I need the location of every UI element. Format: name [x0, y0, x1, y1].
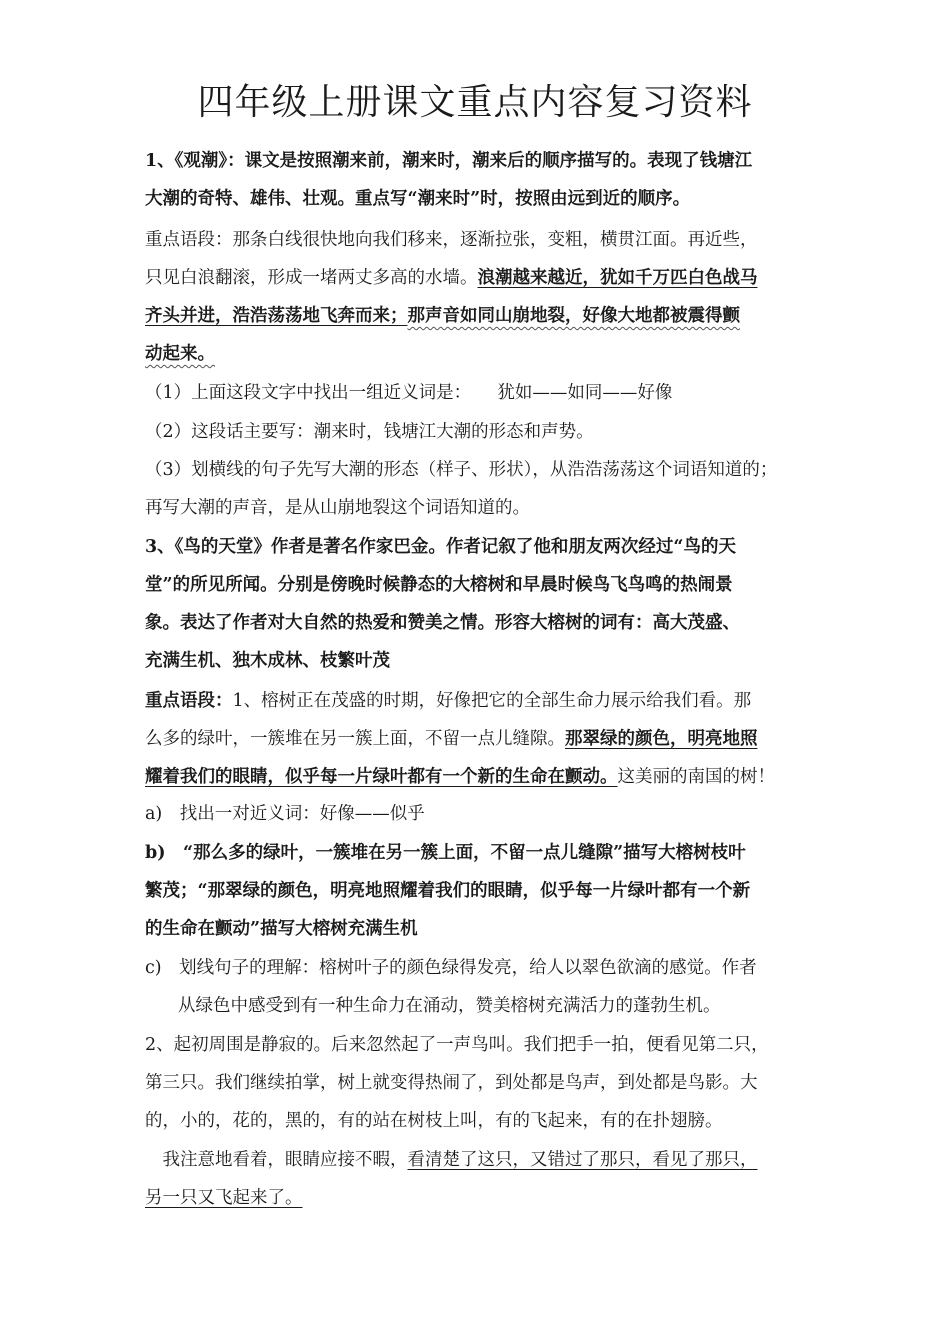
- guanchao-underlined-sentence: 齐头并进，浩浩荡荡地飞奔而来；: [145, 306, 408, 326]
- niao-answer-a: a) 找出一对近义词：好像——似乎: [145, 804, 425, 824]
- guanchao-question-1: （1）上面这段文字中找出一组近义词是： 犹如——如同——好像: [145, 383, 673, 403]
- niao-passage3-text: 我注意地看着，眼睛应接不暇，: [145, 1150, 408, 1170]
- niao-passage1-text: 1、榕树正在茂盛的时期，好像把它的全部生命力展示给我们看。那: [232, 691, 752, 711]
- guanchao-wavy-sentence: 那声音如同山崩地裂，好像大地都被震得颤: [407, 306, 740, 326]
- niao-passage1-text: 么多的绿叶，一簇堆在另一簇上面，不留一点儿缝隙。: [145, 729, 565, 749]
- niao-intro-line-3: 象。表达了作者对大自然的热爱和赞美之情。形容大榕树的词有：高大茂盛、: [145, 613, 740, 633]
- guanchao-question-3-line-1: （3）划横线的句子先写大潮的形态（样子、形状），从浩浩荡荡这个词语知道的；: [145, 460, 778, 480]
- niao-passage3-line-1: [145, 1147, 758, 1173]
- guanchao-passage-line-2: [145, 265, 758, 291]
- niao-passage1-text: 这美丽的南国的树！: [617, 767, 775, 787]
- niao-answer-c-line-1: c) 划线句子的理解：榕树叶子的颜色绿得发亮，给人以翠色欲滴的感觉。作者: [145, 958, 757, 978]
- niao-intro-line-4: 充满生机、独木成林、枝繁叶茂: [145, 651, 390, 671]
- niao-answer-b-line-2: 繁茂；“那翠绿的颜色，明亮地照耀着我们的眼睛，似乎每一片绿叶都有一个新: [145, 881, 751, 901]
- niao-passage3-line-2: [145, 1185, 303, 1211]
- guanchao-passage-line-4: [145, 341, 215, 367]
- guanchao-passage-text: 只见白浪翻滚，形成一堵两丈多高的水墙。: [145, 268, 478, 288]
- niao-passage1-line-3: [145, 764, 775, 790]
- niao-passage2-line-1: 2、起初周围是静寂的。后来忽然起了一声鸟叫。我们把手一拍，便看见第二只，: [145, 1035, 769, 1055]
- niao-key-passage-label: 重点语段：: [145, 691, 233, 711]
- niao-underlined-sentence: 耀着我们的眼睛，似乎每一片绿叶都有一个新的生命在颤动。: [145, 767, 618, 787]
- niao-passage1-line-2: [145, 726, 758, 752]
- guanchao-intro-line-1: 1、《观潮》：课文是按照潮来前，潮来时，潮来后的顺序描写的。表现了钱塘江: [145, 151, 753, 171]
- niao-passage1-line-1: [145, 688, 751, 714]
- niao-underlined-sentence: 看清楚了这只，又错过了那只，看见了那只，: [407, 1150, 758, 1170]
- page-title: 四年级上册课文重点内容复习资料: [197, 82, 753, 123]
- niao-intro-line-2: 堂”的所见所闻。分别是傍晚时候静态的大榕树和早晨时候鸟飞鸟鸣的热闹景: [145, 575, 733, 595]
- guanchao-wavy-sentence: 动起来。: [145, 344, 215, 364]
- guanchao-underlined-sentence: 浪潮越来越近，犹如千万匹白色战马: [477, 268, 758, 288]
- niao-answer-c-line-2: 从绿色中感受到有一种生命力在涌动，赞美榕树充满活力的蓬勃生机。: [178, 996, 721, 1016]
- guanchao-intro-line-2: 大潮的奇特、雄伟、壮观。重点写“潮来时”时，按照由远到近的顺序。: [145, 189, 691, 209]
- guanchao-passage-line-1: 重点语段：那条白线很快地向我们移来，逐渐拉张，变粗，横贯江面。再近些，: [145, 230, 758, 250]
- niao-intro-line-1: 3、《鸟的天堂》作者是著名作家巴金。作者记叙了他和朋友两次经过“鸟的天: [145, 537, 736, 557]
- guanchao-passage-line-3: [145, 303, 740, 329]
- guanchao-question-3-line-2: 再写大潮的声音，是从山崩地裂这个词语知道的。: [145, 498, 530, 518]
- niao-underlined-sentence: 另一只又飞起来了。: [145, 1188, 303, 1208]
- niao-passage2-line-2: 第三只。我们继续拍掌，树上就变得热闹了，到处都是鸟声，到处都是鸟影。大: [145, 1073, 758, 1093]
- guanchao-question-2: （2）这段话主要写：潮来时，钱塘江大潮的形态和声势。: [145, 422, 594, 442]
- niao-answer-b-line-3: 的生命在颤动”描写大榕树充满生机: [145, 919, 418, 939]
- niao-underlined-sentence: 那翠绿的颜色，明亮地照: [565, 729, 758, 749]
- niao-answer-b-line-1: b) “那么多的绿叶，一簇堆在另一簇上面，不留一点儿缝隙”描写大榕树枝叶: [145, 843, 746, 863]
- niao-passage2-line-3: 的，小的，花的，黑的，有的站在树枝上叫，有的飞起来，有的在扑翅膀。: [145, 1111, 723, 1131]
